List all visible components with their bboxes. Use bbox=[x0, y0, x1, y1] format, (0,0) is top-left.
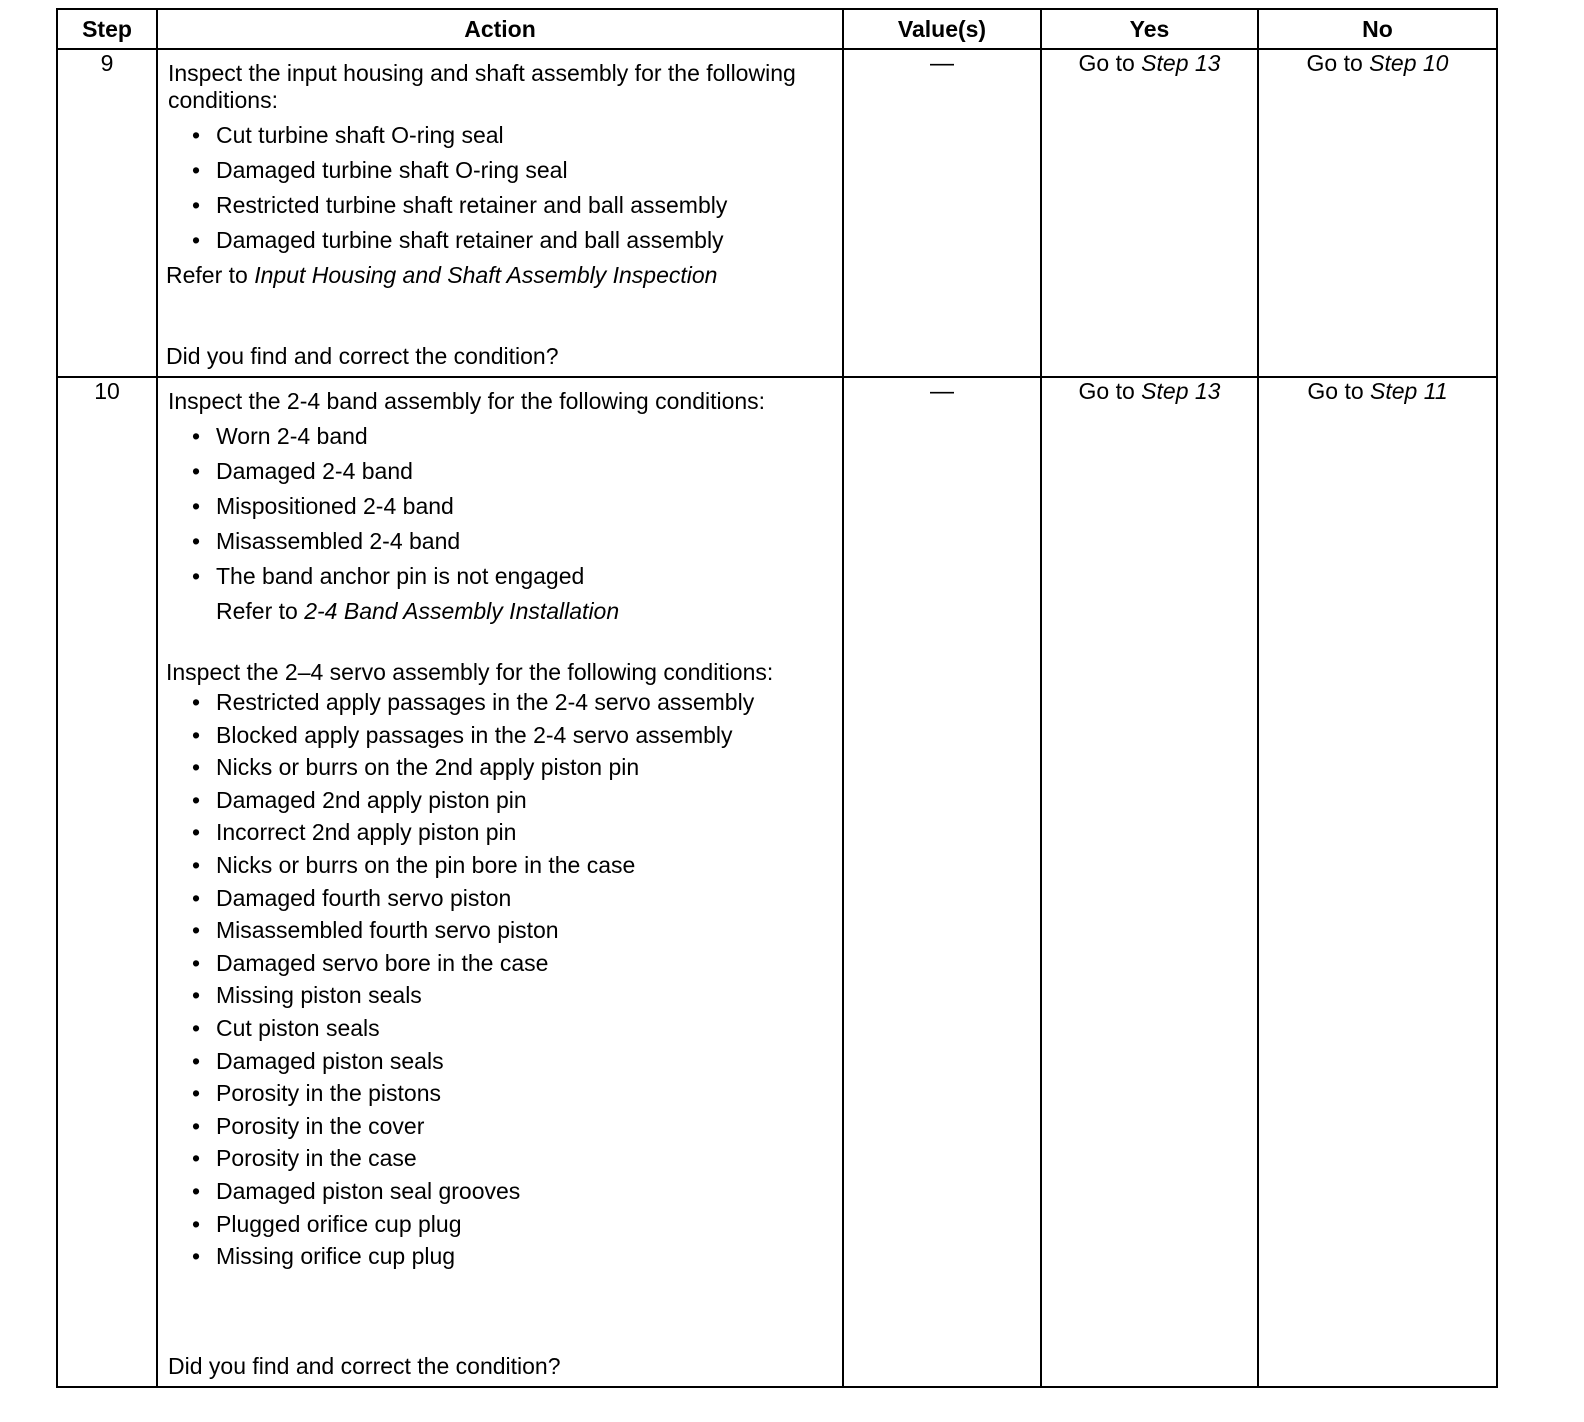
list-item: • Plugged orifice cup plug bbox=[192, 1211, 842, 1238]
list-item: • The band anchor pin is not engaged bbox=[192, 563, 842, 590]
refer-line bbox=[158, 254, 842, 289]
header-values: Value(s) bbox=[843, 9, 1041, 49]
refer-title: Input Housing and Shaft Assembly Inspection bbox=[254, 262, 718, 288]
step-number: 9 bbox=[57, 49, 157, 377]
list-item: • Damaged 2-4 band bbox=[192, 458, 842, 485]
question-text: Did you find and correct the condition? bbox=[168, 1353, 561, 1379]
yes-step-ref: Step 13 bbox=[1141, 50, 1221, 76]
action-intro: Inspect the input housing and shaft assembly for the following conditions: bbox=[168, 60, 796, 113]
list-item: • Damaged piston seals bbox=[192, 1048, 842, 1075]
refer-title: 2-4 Band Assembly Installation bbox=[304, 598, 620, 624]
action-intro-servo: Inspect the 2–4 servo assembly for the following conditions: bbox=[166, 659, 774, 685]
diagnostic-table bbox=[56, 8, 1498, 1388]
list-item: • Restricted apply passages in the 2-4 servo assembly bbox=[192, 689, 842, 716]
table-row-step-9 bbox=[57, 49, 1497, 377]
list-item: • Cut piston seals bbox=[192, 1015, 842, 1042]
yes-cell bbox=[1041, 377, 1258, 1387]
no-prefix: Go to bbox=[1307, 378, 1364, 404]
list-item: • Misassembled fourth servo piston bbox=[192, 917, 842, 944]
refer-prefix: Refer to bbox=[166, 262, 248, 288]
list-item: • Missing orifice cup plug bbox=[192, 1243, 842, 1270]
list-item: • Damaged turbine shaft retainer and ball assembly bbox=[192, 227, 842, 254]
list-item: • Mispositioned 2-4 band bbox=[192, 493, 842, 520]
value-cell: — bbox=[843, 49, 1041, 377]
no-step-ref: Step 11 bbox=[1370, 378, 1448, 404]
list-item: • Worn 2-4 band bbox=[192, 423, 842, 450]
header-yes: Yes bbox=[1041, 9, 1258, 49]
list-item: • Damaged turbine shaft O-ring seal bbox=[192, 157, 842, 184]
list-item: • Missing piston seals bbox=[192, 982, 842, 1009]
action-cell bbox=[157, 49, 843, 377]
list-item: • Damaged fourth servo piston bbox=[192, 885, 842, 912]
condition-list bbox=[158, 423, 842, 590]
list-item: • Damaged piston seal grooves bbox=[192, 1178, 842, 1205]
list-item: • Porosity in the case bbox=[192, 1145, 842, 1172]
yes-step-ref: Step 13 bbox=[1141, 378, 1221, 404]
condition-list bbox=[158, 122, 842, 254]
action-cell bbox=[157, 377, 843, 1387]
condition-list-servo bbox=[158, 689, 842, 1270]
table-row-step-10 bbox=[57, 377, 1497, 1387]
list-item: • Damaged servo bore in the case bbox=[192, 950, 842, 977]
action-intro: Inspect the 2-4 band assembly for the following conditions: bbox=[168, 388, 766, 414]
list-item: • Nicks or burrs on the 2nd apply piston pin bbox=[192, 754, 842, 781]
header-step: Step bbox=[57, 9, 157, 49]
list-item: • Porosity in the cover bbox=[192, 1113, 842, 1140]
refer-prefix: Refer to bbox=[216, 598, 298, 624]
no-step-ref: Step 10 bbox=[1369, 50, 1449, 76]
question-text: Did you find and correct the condition? bbox=[166, 343, 559, 369]
header-no: No bbox=[1258, 9, 1497, 49]
list-item: • Cut turbine shaft O-ring seal bbox=[192, 122, 842, 149]
yes-prefix: Go to bbox=[1078, 378, 1135, 404]
header-action: Action bbox=[157, 9, 843, 49]
list-item: • Restricted turbine shaft retainer and ball assembly bbox=[192, 192, 842, 219]
list-item: • Misassembled 2-4 band bbox=[192, 528, 842, 555]
list-item: • Nicks or burrs on the pin bore in the case bbox=[192, 852, 842, 879]
list-item: • Damaged 2nd apply piston pin bbox=[192, 787, 842, 814]
no-cell bbox=[1258, 49, 1497, 377]
header-row bbox=[57, 9, 1497, 49]
yes-prefix: Go to bbox=[1078, 50, 1135, 76]
step-number: 10 bbox=[57, 377, 157, 1387]
refer-line bbox=[158, 590, 842, 625]
list-item: • Incorrect 2nd apply piston pin bbox=[192, 819, 842, 846]
no-cell bbox=[1258, 377, 1497, 1387]
value-cell: — bbox=[843, 377, 1041, 1387]
yes-cell bbox=[1041, 49, 1258, 377]
list-item: • Porosity in the pistons bbox=[192, 1080, 842, 1107]
no-prefix: Go to bbox=[1306, 50, 1363, 76]
list-item: • Blocked apply passages in the 2-4 servo assembly bbox=[192, 722, 842, 749]
